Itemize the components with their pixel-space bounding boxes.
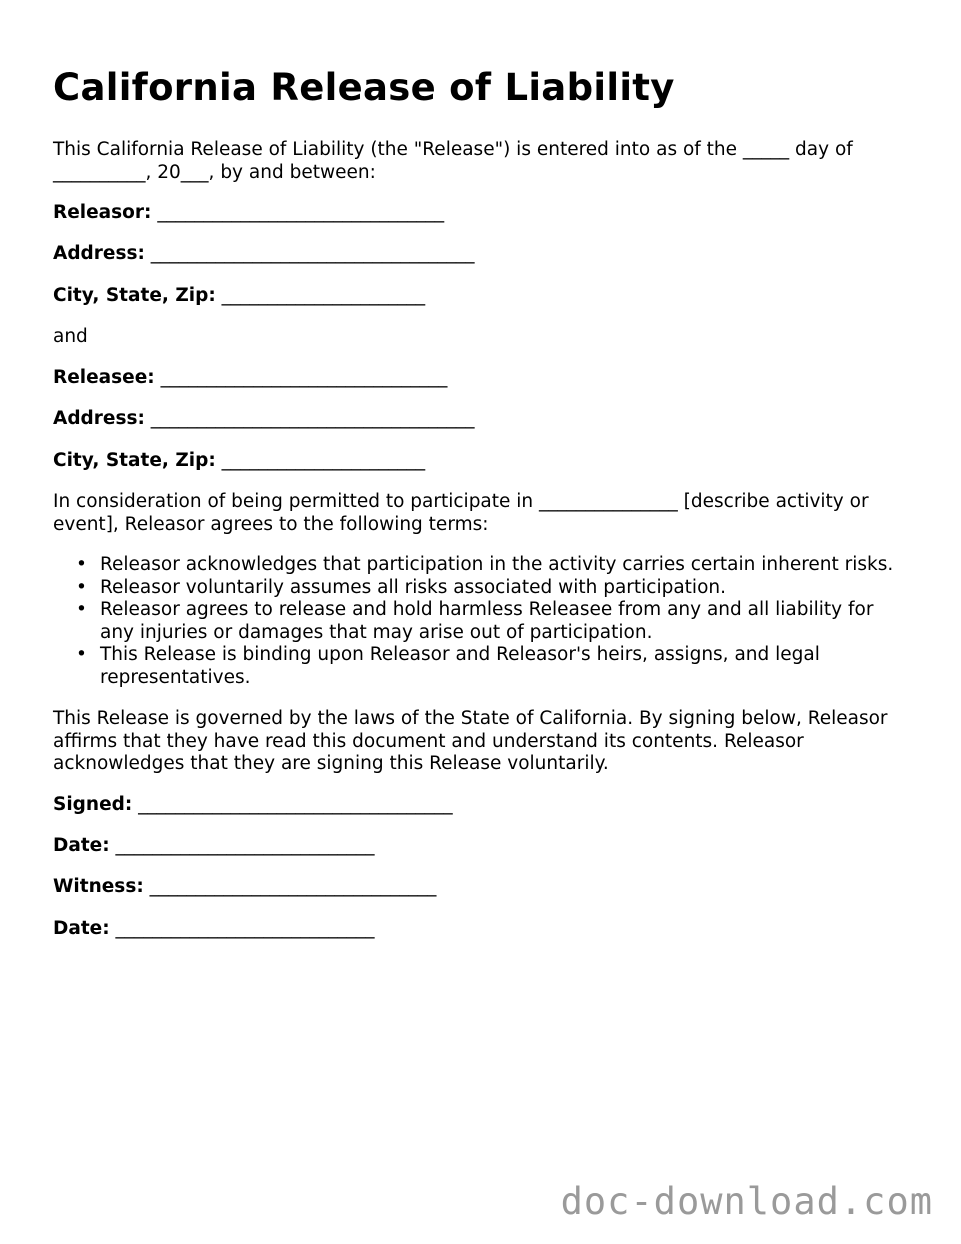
consideration-paragraph: In consideration of being permitted to participate in _______________ [describe activity or event], Releasor agrees to the following terms: xyxy=(53,491,869,535)
list-item xyxy=(76,644,910,689)
bullet-icon: • xyxy=(76,576,87,598)
date-line-2[interactable]: ____________________________ xyxy=(115,918,375,939)
releasee-name-label: Releasee: xyxy=(53,367,155,388)
signed-field xyxy=(53,794,453,817)
term-text: This Release is binding upon Releasor and Releasor's heirs, assigns, and legal representatives. xyxy=(100,644,820,688)
releasor-name-label: Releasor: xyxy=(53,202,152,223)
releasor-city-field xyxy=(53,285,425,308)
releasor-name-field xyxy=(53,202,444,225)
releasee-city-line[interactable]: ______________________ xyxy=(221,450,426,471)
releasee-name-field xyxy=(53,367,447,390)
releasor-address-field xyxy=(53,243,475,266)
watermark: doc-download.com xyxy=(560,1180,933,1223)
and-text: and xyxy=(53,326,88,347)
releasee-address-label: Address: xyxy=(53,408,145,429)
witness-line[interactable]: _______________________________ xyxy=(149,876,437,897)
term-text: Releasor acknowledges that participation in the activity carries certain inherent risks. xyxy=(100,554,894,575)
releasor-address-label: Address: xyxy=(53,243,145,264)
date-label-1: Date: xyxy=(53,835,110,856)
list-item xyxy=(76,554,910,577)
releasee-name-line[interactable]: _______________________________ xyxy=(160,367,448,388)
signed-line[interactable]: __________________________________ xyxy=(138,794,453,815)
releasee-city-label: City, State, Zip: xyxy=(53,450,216,471)
releasee-city-field xyxy=(53,450,425,473)
date-line-1[interactable]: ____________________________ xyxy=(115,835,375,856)
bullet-icon: • xyxy=(76,599,87,620)
intro-paragraph: This California Release of Liability (the "Release") is entered into as of the _____ day of __________, 20___, by and between: xyxy=(53,139,853,183)
releasor-name-line[interactable]: _______________________________ xyxy=(157,202,445,223)
date-label-2: Date: xyxy=(53,918,110,939)
term-text: Releasor voluntarily assumes all risks associated with participation. xyxy=(100,576,727,598)
releasee-address-field xyxy=(53,408,475,431)
witness-label: Witness: xyxy=(53,876,144,897)
document-title: California Release of Liability xyxy=(53,66,675,109)
releasor-city-label: City, State, Zip: xyxy=(53,285,216,306)
term-text: Releasor agrees to release and hold harmless Releasee from any and all liability for any injuries or damages that may arise out of participation. xyxy=(100,599,874,643)
date-field-1 xyxy=(53,835,375,858)
signed-label: Signed: xyxy=(53,794,133,815)
releasor-address-line[interactable]: ___________________________________ xyxy=(150,243,475,264)
list-item xyxy=(76,576,910,600)
date-field-2 xyxy=(53,918,375,941)
list-item xyxy=(76,599,910,644)
bullet-icon: • xyxy=(76,644,87,665)
governing-law-paragraph: This Release is governed by the laws of the State of California. By signing below, Releasor affirms that they have read this document and understand its contents. Releasor acknowledges that they are signing this Release voluntarily. xyxy=(53,708,888,774)
witness-field xyxy=(53,876,436,899)
releasee-address-line[interactable]: ___________________________________ xyxy=(150,408,475,429)
bullet-icon: • xyxy=(76,554,87,575)
releasor-city-line[interactable]: ______________________ xyxy=(221,285,426,306)
terms-list xyxy=(53,554,910,689)
